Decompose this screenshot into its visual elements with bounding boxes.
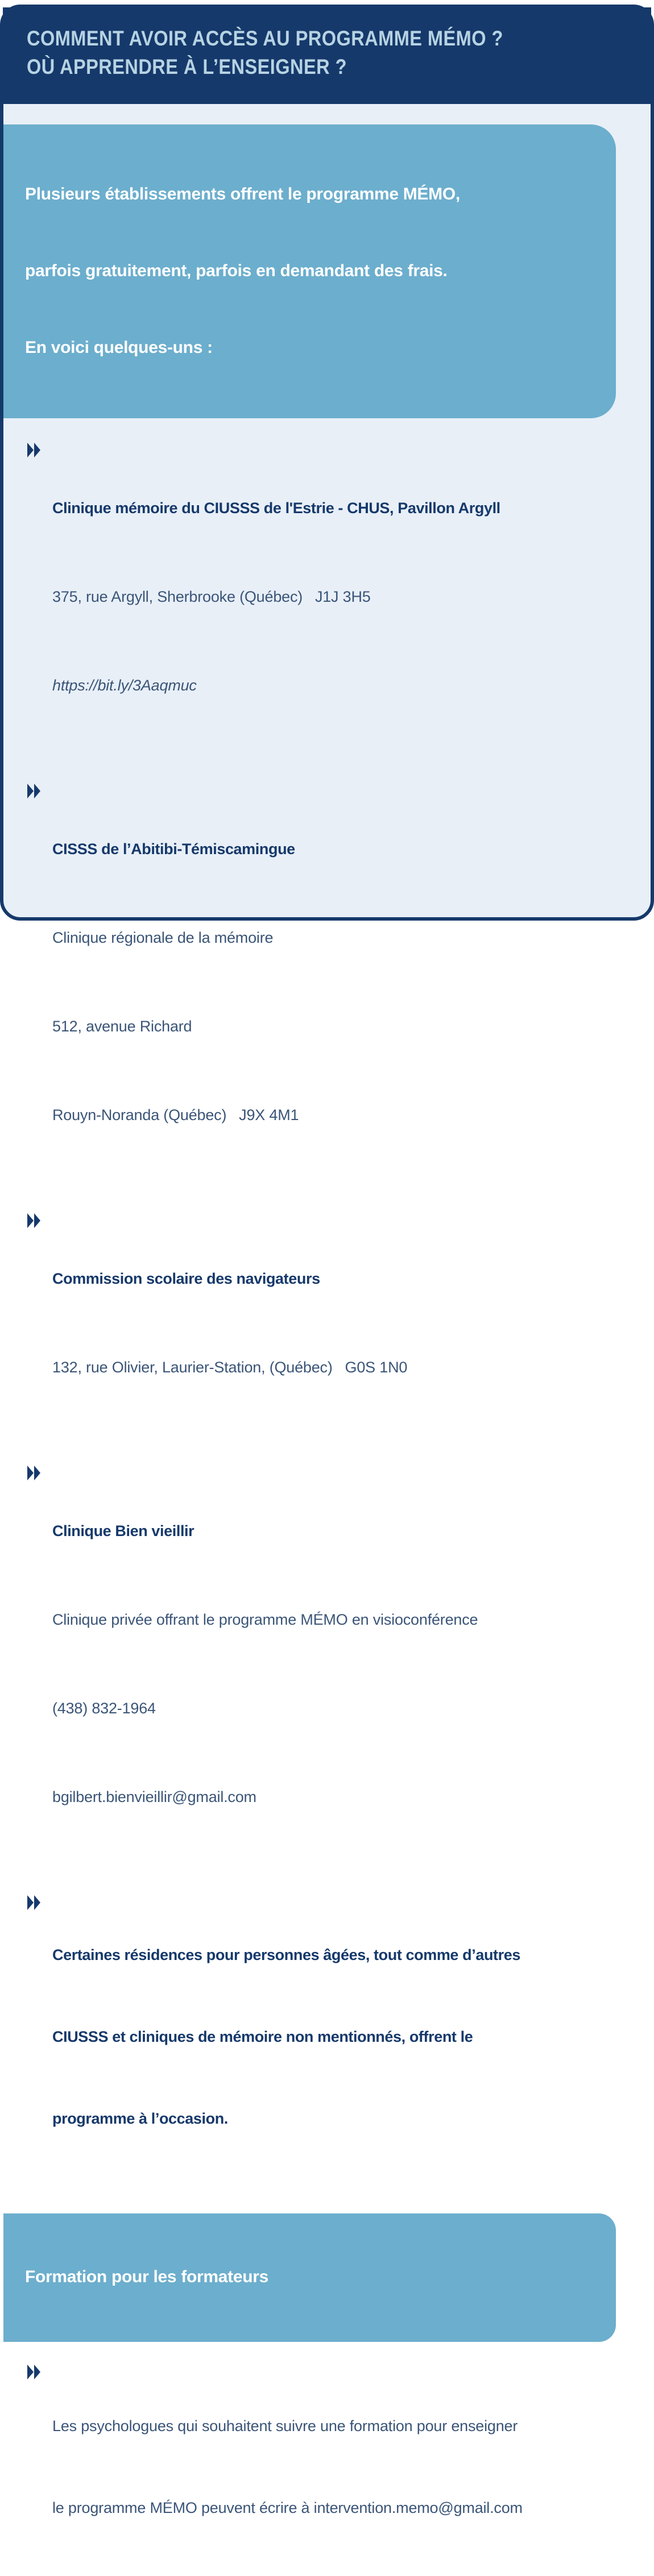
formation-banner-label: Formation pour les formateurs — [25, 2267, 269, 2286]
provider-list — [27, 434, 634, 2187]
provider-title: Clinique Bien vieillir — [52, 1522, 194, 1539]
list-item — [27, 1205, 634, 1441]
provider-address: Rouyn-Noranda (Québec) J9X 4M1 — [52, 1106, 299, 1123]
provider-title: Clinique mémoire du CIUSSS de l'Estrie - CHUS, Pavillon Argyll — [52, 500, 500, 517]
intro-banner-line: En voici quelques-uns : — [25, 338, 213, 357]
list-item — [27, 434, 634, 759]
list-item — [27, 2358, 634, 2576]
page-header — [3, 7, 651, 104]
double-chevron-bullet-icon — [27, 1887, 52, 2187]
intro-banner-line: parfois gratuitement, parfois en demandant des frais. — [25, 261, 448, 280]
double-chevron-bullet-icon — [27, 1457, 52, 1871]
provider-note-line: programme à l’occasion. — [52, 2110, 228, 2127]
provider-address: 512, avenue Richard — [52, 1018, 192, 1035]
provider-address: 132, rue Olivier, Laurier-Station, (Québec) G0S 1N0 — [52, 1359, 408, 1376]
double-chevron-bullet-icon — [27, 1205, 52, 1441]
flyer-card — [0, 5, 654, 2516]
intro-banner-line: Plusieurs établissements offrent le programme MÉMO, — [25, 185, 460, 203]
formation-banner — [3, 2213, 616, 2342]
double-chevron-bullet-icon — [27, 2358, 52, 2576]
provider-address: 375, rue Argyll, Sherbrooke (Québec) J1J 3H5 — [52, 588, 371, 605]
double-chevron-bullet-icon — [27, 434, 52, 759]
provider-detail: Clinique régionale de la mémoire — [52, 929, 274, 946]
page-title-line-2: OÙ APPRENDRE À L’ENSEIGNER ? — [27, 55, 347, 78]
list-item — [27, 1887, 634, 2187]
provider-note-line: CIUSSS et cliniques de mémoire non mentionnés, offrent le — [52, 2028, 473, 2045]
provider-phone: (438) 832-1964 — [52, 1700, 156, 1717]
double-chevron-bullet-icon — [27, 775, 52, 1189]
formation-info-line: le programme MÉMO peuvent écrire à intervention.memo@gmail.com — [52, 2499, 523, 2516]
provider-url-link[interactable]: https://bit.ly/3Aaqmuc — [52, 677, 197, 694]
provider-title: Commission scolaire des navigateurs — [52, 1270, 320, 1287]
intro-banner — [3, 124, 616, 418]
formation-info-line: Les psychologues qui souhaitent suivre une formation pour enseigner — [52, 2417, 518, 2434]
page-title-line-1: COMMENT AVOIR ACCÈS AU PROGRAMME MÉMO ? — [27, 27, 503, 50]
list-item — [27, 775, 634, 1189]
list-item — [27, 1457, 634, 1871]
provider-title: CISSS de l’Abitibi-Témiscamingue — [52, 840, 295, 858]
provider-detail: Clinique privée offrant le programme MÉMO en visioconférence — [52, 1611, 478, 1628]
provider-note-line: Certaines résidences pour personnes âgées, tout comme d’autres — [52, 1946, 520, 1963]
provider-email-link[interactable]: bgilbert.bienvieillir@gmail.com — [52, 1788, 256, 1805]
